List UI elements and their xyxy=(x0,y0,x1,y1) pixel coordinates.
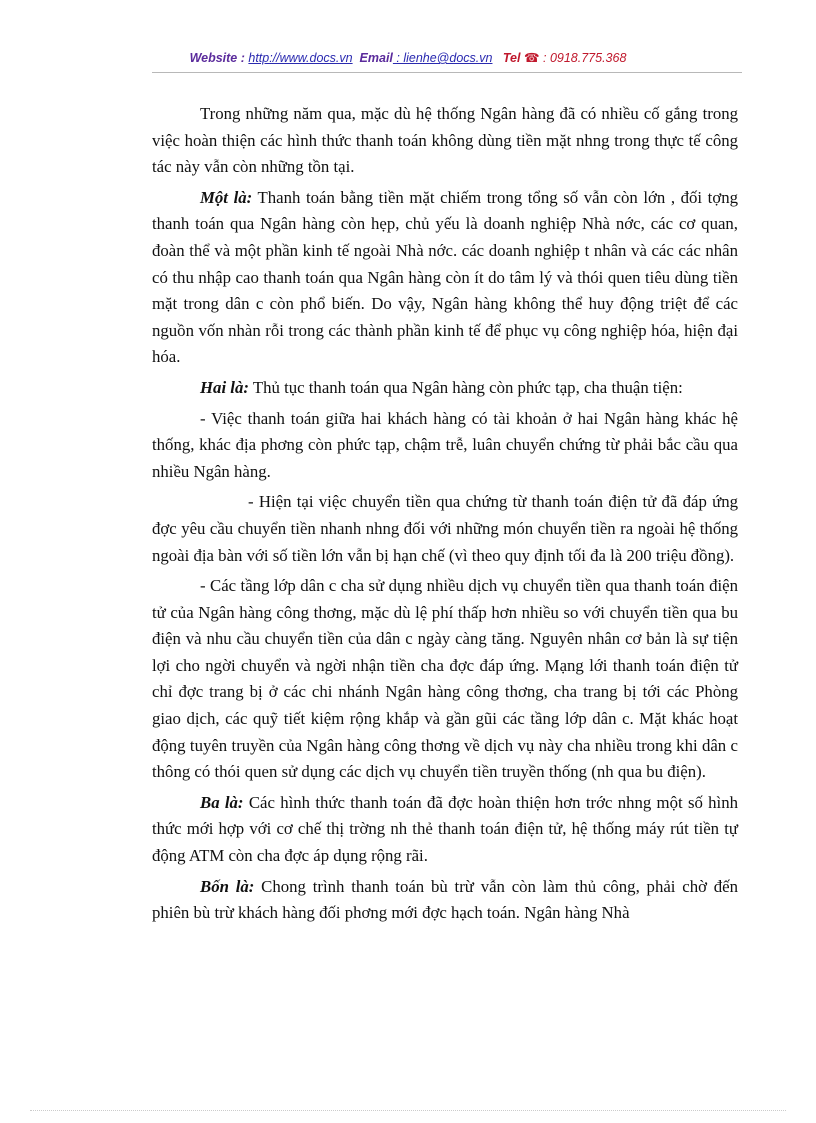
bullet-interbank: - Việc thanh toán giữa hai khách hàng có tài khoản ở hai Ngân hàng khác hệ thống, khác địa phơng còn phức tạp, chậm trễ, luân chuyển chứng từ phải bắc cầu qua nhiều Ngân hàng. xyxy=(152,408,738,481)
website-label: Website : xyxy=(189,51,249,65)
point-two-lead: Hai là: xyxy=(200,377,249,397)
bullet-electronic-transfer: - Hiện tại việc chuyển tiền qua chứng từ thanh toán điện tử đã đáp ứng đợc yêu cầu chuyển tiền nhanh nhng đối với những món chuyển tiền ra ngoài hệ thống ngoài địa bàn với số tiền lớn vẫn bị hạn chế (vì theo quy định tối đa là 200 triệu đồng). xyxy=(152,492,738,565)
paragraph-four xyxy=(152,874,738,927)
header-divider xyxy=(152,72,742,73)
point-three-text: Các hình thức thanh toán đã đợc hoàn thiện hơn trớc nhng một số hình thức mới hợp với cơ chế thị trờng nh thẻ thanh toán điện tử, hệ thống máy rút tiền tự động ATM còn cha đợc áp dụng rộng rãi. xyxy=(152,792,738,866)
page-header xyxy=(0,50,816,65)
website-link[interactable]: http://www.docs.vn xyxy=(248,51,353,65)
point-one-lead: Một là: xyxy=(200,187,253,207)
email-label: Email xyxy=(359,51,393,65)
email-link[interactable]: : lienhe@docs.vn xyxy=(392,51,493,65)
document-body xyxy=(152,101,738,931)
paragraph-intro: Trong những năm qua, mặc dù hệ thống Ngân hàng đã có nhiều cố gắng trong việc hoàn thiện các hình thức thanh toán không dùng tiền mặt nhng trong thực tế công tác này vẫn còn những tồn tại. xyxy=(152,104,738,177)
paragraph-three xyxy=(152,790,738,870)
point-four-lead: Bốn là: xyxy=(200,876,255,896)
point-four-text: Chong trình thanh toán bù trừ vẫn còn làm thủ công, phải chờ đến phiên bù trừ khách hàng đối phơng mới đợc hạch toán. Ngân hàng Nhà xyxy=(152,876,738,923)
tel-label: Tel ☎ xyxy=(502,51,540,65)
point-three-lead: Ba là: xyxy=(200,792,244,812)
point-one-text: Thanh toán bằng tiền mặt chiếm trong tổng số vẫn còn lớn , đối tợng thanh toán qua Ngân hàng còn hẹp, chủ yếu là doanh nghiệp Nhà nớc, các cơ quan, đoàn thể và một phần kinh tế ngoài Nhà nớc. các doanh nghiệp t nhân và các các nhân có thu nhập cao thanh toán qua Ngân hàng còn ít do tâm lý và thói quen tiêu dùng tiền mặt trong dân c còn phổ biến. Do vậy, Ngân hàng không thể huy động triệt để các nguồn vốn nhàn rỗi trong các thành phần kinh tế để phục vụ công nghiệp hóa, hiện đại hóa. xyxy=(152,187,738,367)
point-two-text: Thủ tục thanh toán qua Ngân hàng còn phức tạp, cha thuận tiện: xyxy=(248,377,683,397)
page-footer-border xyxy=(30,1110,786,1111)
tel-value: : 0918.775.368 xyxy=(539,51,627,65)
paragraph-one xyxy=(152,185,738,371)
paragraph-two xyxy=(152,375,738,402)
bullet-population: - Các tầng lớp dân c cha sử dụng nhiều dịch vụ chuyển tiền qua thanh toán điện tử của Ngân hàng công thơng, mặc dù lệ phí thấp hơn nhiều so với chuyển tiền qua bu điện và nhu cầu chuyển tiền của dân c ngày càng tăng. Nguyên nhân cơ bản là sự tiện lợi cho ngời chuyển và ngời nhận tiền cha đợc đáp ứng. Mạng lới thanh toán điện tử chỉ đợc trang bị ở các chi nhánh Ngân hàng công thơng, cha trang bị tới các Phòng giao dịch, các quỹ tiết kiệm rộng khắp và gần gũi các tầng lớp dân c. Mặt khác hoạt động tuyên truyền của Ngân hàng công thơng về dịch vụ này cha nhiều trong khi dân c thông có thói quen sử dụng các dịch vụ chuyển tiền truyền thống (nh qua bu điện). xyxy=(152,576,738,782)
